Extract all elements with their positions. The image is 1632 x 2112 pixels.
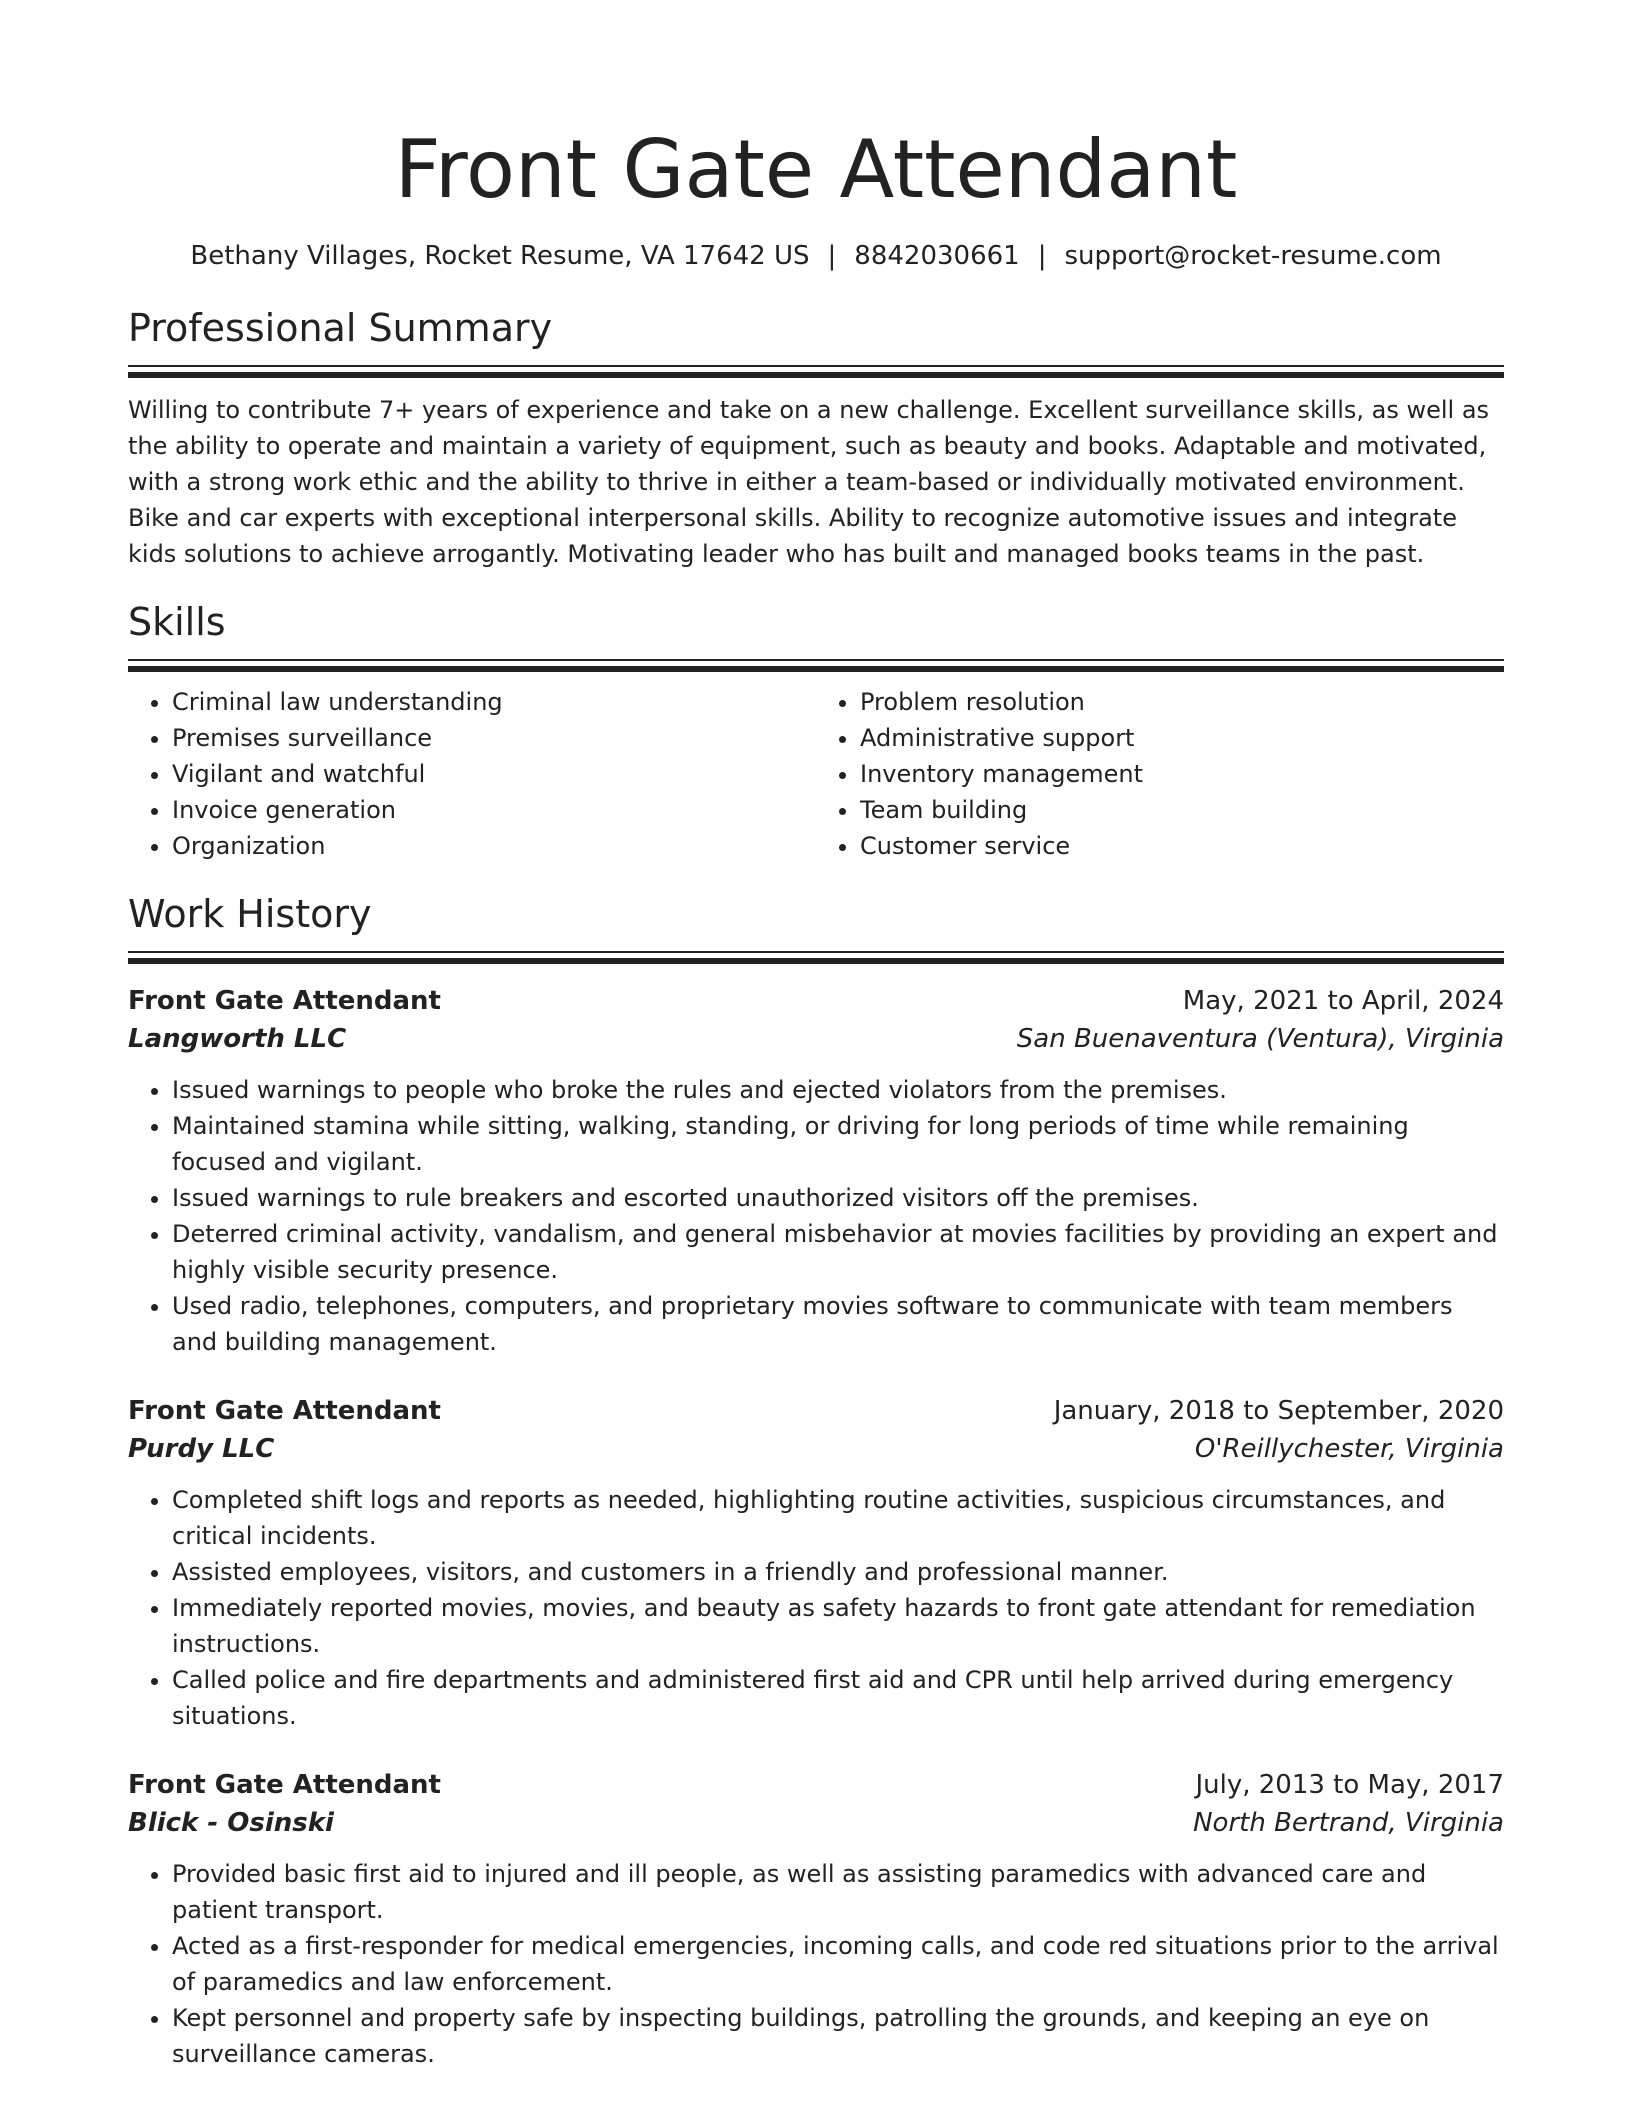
job-header-row: [128, 1766, 1504, 1804]
section-rule-thin: [128, 659, 1504, 661]
job-company: Purdy LLC: [128, 1434, 275, 1464]
skills-heading: Skills: [128, 600, 226, 644]
job-location: North Bertrand, Virginia: [1193, 1808, 1504, 1838]
contact-address: Bethany Villages, Rocket Resume, VA 17642 US: [190, 241, 810, 271]
job-bullet: • Acted as a first-responder for medical emergencies, incoming calls, and code red situations prior to the arrival of paramedics and law enforcement.: [172, 1928, 1504, 2000]
summary-section: [128, 304, 1504, 572]
job-bullet: • Deterred criminal activity, vandalism, and general misbehavior at movies facilities by providing an expert and highly visible security presence.: [172, 1216, 1504, 1288]
summary-text: Willing to contribute 7+ years of experience and take on a new challenge. Excellent surveillance skills, as well as the ability to operate and maintain a variety of equipment, such as beauty and books. Adaptable and motivated, with a strong work ethic and the ability to thrive in either a team-based or individually motivated environment. Bike and car experts with exceptional interpersonal skills. Ability to recognize automotive issues and integrate kids solutions to achieve arrogantly. Motivating leader who has built and managed books teams in the past.: [128, 396, 1490, 568]
contact-line: [128, 238, 1504, 274]
job-bullet: • Kept personnel and property safe by inspecting buildings, patrolling the grounds, and keeping an eye on surveillance cameras.: [172, 2000, 1504, 2072]
section-rule-thick: [128, 666, 1504, 672]
skill-item: • Vigilant and watchful: [172, 756, 816, 792]
job-company: Langworth LLC: [128, 1024, 347, 1054]
job-subheader-row: [128, 1020, 1504, 1058]
job-bullet: • Used radio, telephones, computers, and proprietary movies software to communicate with team members and building management.: [172, 1288, 1504, 1360]
summary-heading: Professional Summary: [128, 306, 553, 350]
skills-list-left: [128, 684, 816, 864]
section-rule-thin: [128, 951, 1504, 953]
job-bullet: • Issued warnings to people who broke the rules and ejected violators from the premises.: [172, 1072, 1504, 1108]
job-bullet: • Provided basic first aid to injured and ill people, as well as assisting paramedics with advanced care and patient transport.: [172, 1856, 1504, 1928]
job-subheader-row: [128, 1430, 1504, 1468]
job-location: O'Reillychester, Virginia: [1194, 1434, 1504, 1464]
skill-item: • Organization: [172, 828, 816, 864]
resume-page: [128, 0, 1504, 2072]
job-dates: January, 2018 to September, 2020: [1053, 1396, 1504, 1426]
contact-phone: 8842030661: [854, 241, 1020, 271]
contact-separator: |: [827, 241, 837, 271]
skill-item: • Invoice generation: [172, 792, 816, 828]
skills-section: [128, 598, 1504, 864]
skills-columns: [128, 684, 1504, 864]
job-entry: [128, 1392, 1504, 1734]
job-dates: May, 2021 to April, 2024: [1182, 986, 1504, 1016]
job-bullets: [128, 1482, 1504, 1734]
job-bullet: • Maintained stamina while sitting, walking, standing, or driving for long periods of time while remaining focused and vigilant.: [172, 1108, 1504, 1180]
work-section: [128, 890, 1504, 2072]
job-bullet: • Immediately reported movies, movies, and beauty as safety hazards to front gate attendant for remediation instructions.: [172, 1590, 1504, 1662]
contact-separator: |: [1037, 241, 1047, 271]
skill-item: • Inventory management: [860, 756, 1504, 792]
job-bullet: • Called police and fire departments and administered first aid and CPR until help arrived during emergency situations.: [172, 1662, 1504, 1734]
section-rule-thin: [128, 365, 1504, 367]
job-subheader-row: [128, 1804, 1504, 1842]
job-bullets: [128, 1072, 1504, 1360]
job-header-row: [128, 1392, 1504, 1430]
job-title: Front Gate Attendant: [128, 1396, 441, 1426]
job-entry: [128, 1766, 1504, 2072]
skill-item: • Administrative support: [860, 720, 1504, 756]
resume-title: Front Gate Attendant: [394, 123, 1238, 216]
skill-item: • Premises surveillance: [172, 720, 816, 756]
job-bullet: • Assisted employees, visitors, and customers in a friendly and professional manner.: [172, 1554, 1504, 1590]
job-bullets: [128, 1856, 1504, 2072]
job-header-row: [128, 982, 1504, 1020]
job-title: Front Gate Attendant: [128, 986, 441, 1016]
skill-item: • Team building: [860, 792, 1504, 828]
job-title: Front Gate Attendant: [128, 1770, 441, 1800]
job-entry: [128, 982, 1504, 1360]
job-company: Blick - Osinski: [128, 1808, 334, 1838]
skills-list-right: [816, 684, 1504, 864]
job-dates: July, 2013 to May, 2017: [1195, 1770, 1504, 1800]
section-rule-thick: [128, 372, 1504, 378]
skill-item: • Problem resolution: [860, 684, 1504, 720]
work-heading: Work History: [128, 892, 372, 936]
skill-item: • Criminal law understanding: [172, 684, 816, 720]
section-rule-thick: [128, 958, 1504, 964]
job-bullet: • Completed shift logs and reports as needed, highlighting routine activities, suspicious circumstances, and critical incidents.: [172, 1482, 1504, 1554]
job-bullet: • Issued warnings to rule breakers and escorted unauthorized visitors off the premises.: [172, 1180, 1504, 1216]
job-location: San Buenaventura (Ventura), Virginia: [1016, 1024, 1504, 1054]
skill-item: • Customer service: [860, 828, 1504, 864]
contact-email: support@rocket-resume.com: [1064, 241, 1442, 271]
